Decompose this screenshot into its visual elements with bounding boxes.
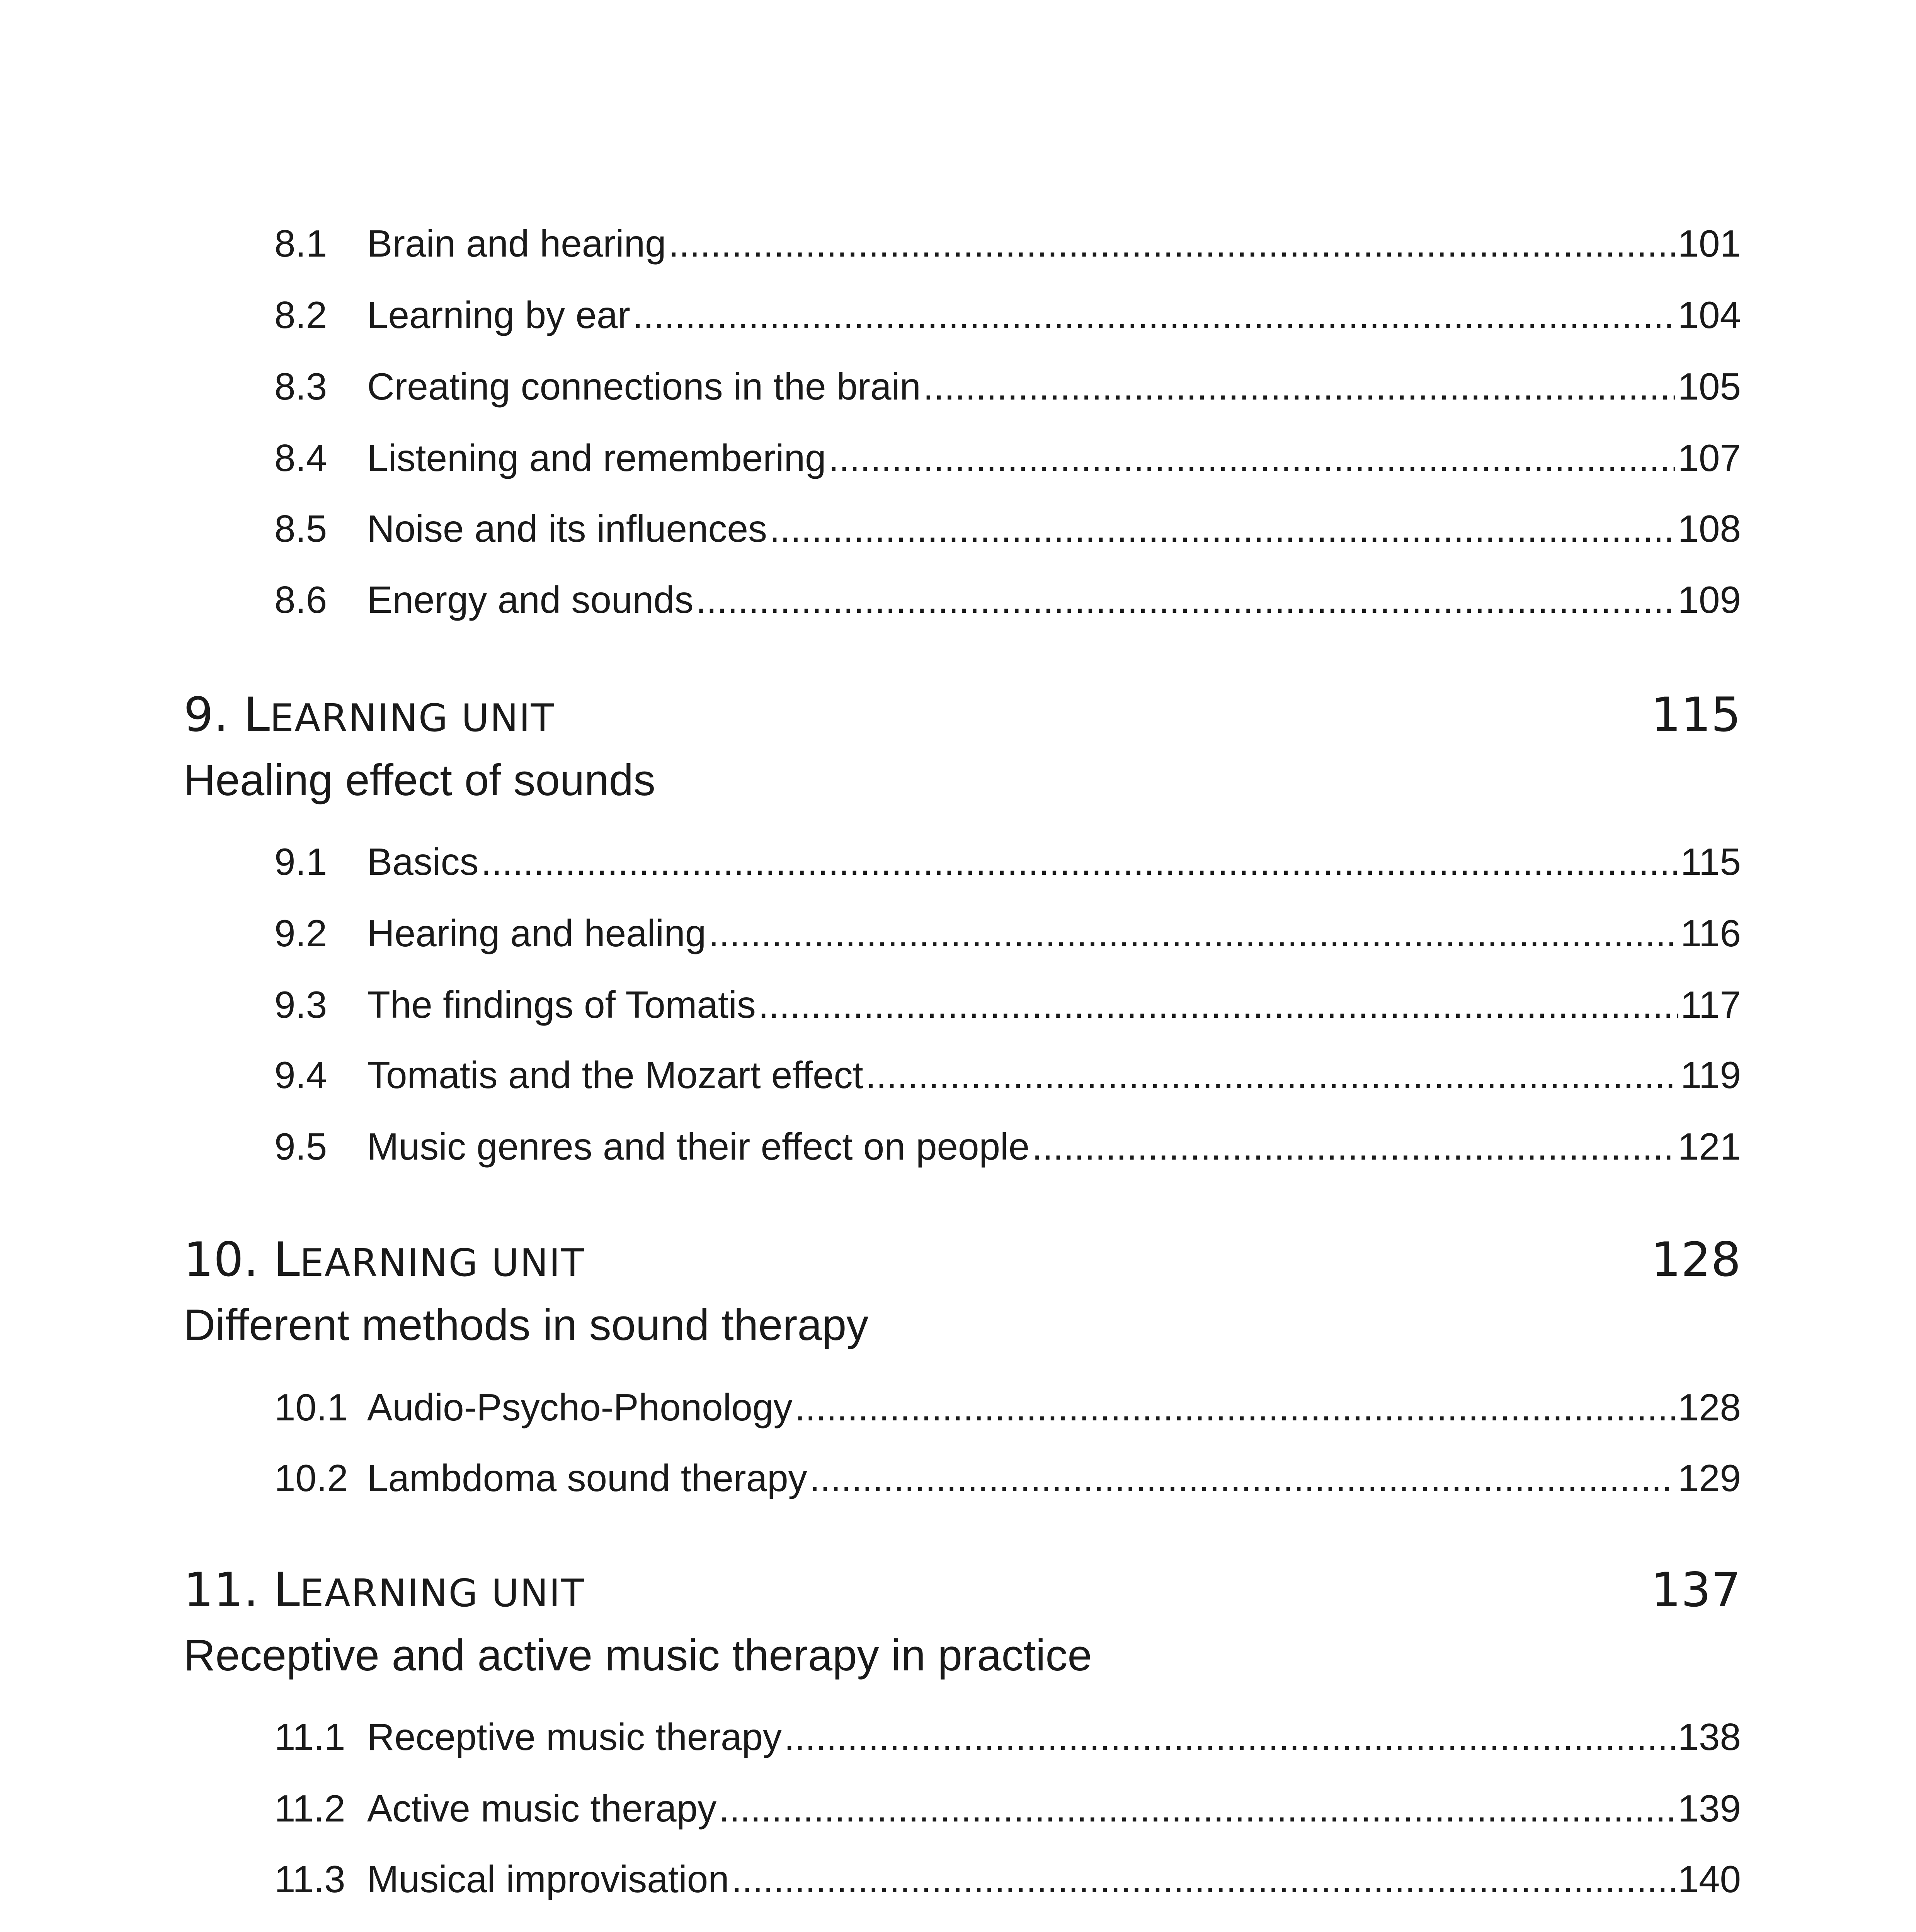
entry-page: 109 xyxy=(1678,578,1741,621)
entry-title: The findings of Tomatis xyxy=(367,983,756,1026)
entry-number: 9.1 xyxy=(274,840,327,883)
entry-number: 11.1 xyxy=(274,1716,345,1758)
entry-number: 8.6 xyxy=(274,578,327,621)
dot-leader xyxy=(1032,1123,1675,1170)
toc-entry[interactable] xyxy=(274,577,1741,623)
entry-title: Energy and sounds xyxy=(367,578,694,621)
entry-page: 140 xyxy=(1678,1858,1741,1900)
dot-leader xyxy=(732,1856,1676,1902)
dot-leader xyxy=(795,1384,1675,1430)
unit-number: 9. xyxy=(184,687,229,742)
toc-entry[interactable] xyxy=(274,1123,1741,1170)
entry-title: Listening and remembering xyxy=(367,437,826,479)
entry-page: 119 xyxy=(1680,1054,1741,1096)
unit-page: 137 xyxy=(1651,1563,1741,1617)
entry-page: 108 xyxy=(1678,507,1741,550)
unit-subtitle: Healing effect of sounds xyxy=(184,756,656,805)
entry-number: 10.2 xyxy=(274,1457,348,1499)
entry-title: Creating connections in the brain xyxy=(367,365,921,408)
entry-page: 104 xyxy=(1678,294,1741,336)
toc-entry[interactable] xyxy=(274,220,1741,267)
entry-number: 11.3 xyxy=(274,1858,345,1900)
toc-entry[interactable] xyxy=(274,910,1741,956)
entry-number: 9.4 xyxy=(274,1054,327,1096)
dot-leader xyxy=(810,1455,1676,1501)
entry-page: 128 xyxy=(1678,1386,1741,1429)
dot-leader xyxy=(669,220,1676,267)
entry-page: 107 xyxy=(1678,437,1741,479)
toc-entry[interactable] xyxy=(274,1384,1741,1430)
unit-heading[interactable] xyxy=(184,1561,1741,1622)
entry-title: Noise and its influences xyxy=(367,507,767,550)
unit-label-rest: EARNING UNIT xyxy=(270,696,555,740)
entry-title: Learning by ear xyxy=(367,294,631,336)
unit-number: 10. xyxy=(184,1232,259,1287)
dot-leader xyxy=(758,981,1678,1028)
dot-leader xyxy=(481,838,1678,885)
entry-number: 8.1 xyxy=(274,222,327,265)
unit-label-rest: EARNING UNIT xyxy=(299,1241,585,1285)
unit-label-initial: L xyxy=(273,1232,300,1287)
toc-entry[interactable] xyxy=(274,363,1741,410)
entry-page: 115 xyxy=(1680,840,1741,883)
entry-title: Receptive music therapy xyxy=(367,1716,782,1758)
dot-leader xyxy=(696,577,1675,623)
entry-title: Musical improvisation xyxy=(367,1858,729,1900)
unit-label-initial: L xyxy=(273,1563,300,1617)
entry-number: 9.5 xyxy=(274,1125,327,1168)
unit-heading[interactable] xyxy=(184,1231,1741,1292)
toc-entry[interactable] xyxy=(274,838,1741,885)
toc-entry[interactable] xyxy=(274,1785,1741,1832)
entry-page: 129 xyxy=(1678,1457,1741,1499)
entry-number: 9.3 xyxy=(274,983,327,1026)
entry-page: 117 xyxy=(1680,983,1741,1026)
unit-label-initial: L xyxy=(243,687,270,742)
entry-page: 105 xyxy=(1678,365,1741,408)
dot-leader xyxy=(784,1714,1675,1760)
toc-entry[interactable] xyxy=(274,981,1741,1028)
entry-number: 11.2 xyxy=(274,1787,345,1830)
dot-leader xyxy=(719,1785,1675,1832)
entry-title: Active music therapy xyxy=(367,1787,717,1830)
toc-entry[interactable] xyxy=(274,292,1741,338)
entry-title: Hearing and healing xyxy=(367,912,706,954)
unit-label-rest: EARNING UNIT xyxy=(299,1571,585,1616)
toc-entry[interactable] xyxy=(274,435,1741,481)
dot-leader xyxy=(769,505,1675,552)
unit-subtitle: Receptive and active music therapy in practice xyxy=(184,1631,1092,1680)
entry-page: 138 xyxy=(1678,1716,1741,1758)
entry-title: Audio-Psycho-Phonology xyxy=(367,1386,793,1429)
entry-page: 101 xyxy=(1678,222,1741,265)
entry-title: Brain and hearing xyxy=(367,222,666,265)
toc-entry[interactable] xyxy=(274,1856,1741,1902)
unit-label xyxy=(184,1561,585,1622)
entry-title: Tomatis and the Mozart effect xyxy=(367,1054,863,1096)
entry-number: 10.1 xyxy=(274,1386,348,1429)
unit-page: 115 xyxy=(1651,687,1741,742)
unit-page: 128 xyxy=(1651,1232,1741,1287)
toc-entry[interactable] xyxy=(274,1714,1741,1760)
unit-heading[interactable] xyxy=(184,686,1741,747)
entry-number: 8.2 xyxy=(274,294,327,336)
entry-number: 8.4 xyxy=(274,437,327,479)
dot-leader xyxy=(633,292,1675,338)
unit-label xyxy=(184,686,555,747)
unit-subtitle: Different methods in sound therapy xyxy=(184,1301,869,1350)
toc-entry[interactable] xyxy=(274,1052,1741,1098)
unit-number: 11. xyxy=(184,1563,259,1617)
toc-entry[interactable] xyxy=(274,1455,1741,1501)
entry-title: Music genres and their effect on people xyxy=(367,1125,1030,1168)
entry-page: 121 xyxy=(1678,1125,1741,1168)
dot-leader xyxy=(866,1052,1678,1098)
entry-title: Basics xyxy=(367,840,479,883)
unit-label xyxy=(184,1231,585,1292)
dot-leader xyxy=(923,363,1676,410)
entry-page: 139 xyxy=(1678,1787,1741,1830)
dot-leader xyxy=(829,435,1676,481)
toc-entry[interactable] xyxy=(274,505,1741,552)
dot-leader xyxy=(708,910,1678,956)
entry-number: 8.5 xyxy=(274,507,327,550)
entry-title: Lambdoma sound therapy xyxy=(367,1457,807,1499)
entry-number: 9.2 xyxy=(274,912,327,954)
entry-page: 116 xyxy=(1680,912,1741,954)
entry-number: 8.3 xyxy=(274,365,327,408)
